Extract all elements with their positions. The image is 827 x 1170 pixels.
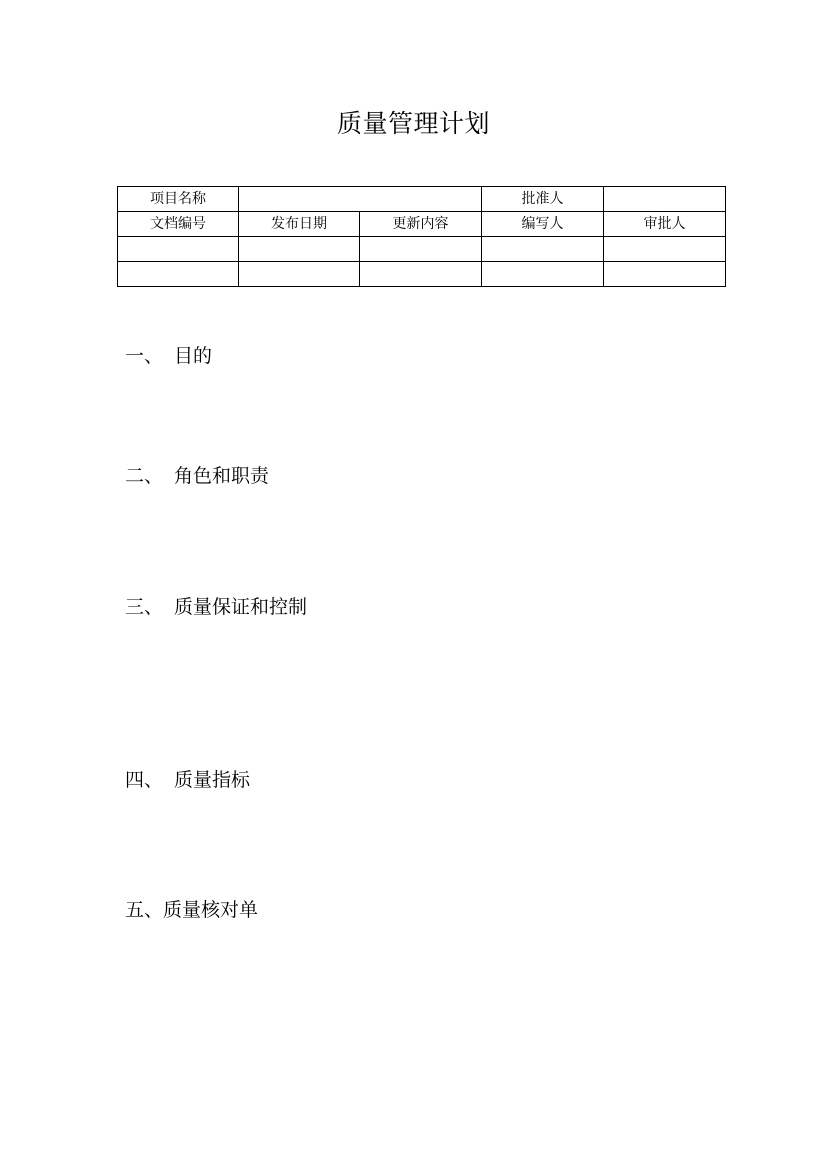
table-cell bbox=[482, 262, 604, 287]
section-number: 二、 bbox=[125, 465, 164, 487]
table-cell bbox=[118, 237, 239, 262]
approver-value bbox=[604, 187, 726, 212]
document-info-table bbox=[117, 186, 726, 287]
header-doc-number: 文档编号 bbox=[118, 212, 239, 237]
section-number: 一、 bbox=[125, 345, 164, 367]
project-name-value bbox=[239, 187, 482, 212]
table-header-row bbox=[118, 212, 726, 237]
section-title: 角色和职责 bbox=[174, 465, 270, 487]
table-cell bbox=[604, 237, 726, 262]
section-title: 质量指标 bbox=[174, 769, 251, 791]
header-release-date: 发布日期 bbox=[239, 212, 360, 237]
table-row bbox=[118, 237, 726, 262]
table-cell bbox=[482, 237, 604, 262]
header-reviewer: 审批人 bbox=[604, 212, 726, 237]
section-heading-roles bbox=[125, 463, 269, 489]
table-cell bbox=[118, 262, 239, 287]
section-heading-purpose bbox=[125, 343, 212, 369]
section-number: 五、 bbox=[125, 899, 164, 921]
section-title: 质量保证和控制 bbox=[174, 596, 308, 618]
table-cell bbox=[360, 237, 482, 262]
project-name-label: 项目名称 bbox=[118, 187, 239, 212]
document-title: 质量管理计划 bbox=[336, 109, 490, 138]
approver-label: 批准人 bbox=[482, 187, 604, 212]
section-number: 三、 bbox=[125, 596, 164, 618]
table-cell bbox=[239, 237, 360, 262]
section-heading-qa-qc bbox=[125, 594, 307, 620]
header-update-content: 更新内容 bbox=[360, 212, 482, 237]
section-title: 质量核对单 bbox=[163, 899, 259, 921]
header-author: 编写人 bbox=[482, 212, 604, 237]
section-heading-checklist bbox=[125, 897, 258, 923]
section-number: 四、 bbox=[125, 769, 164, 791]
table-cell bbox=[239, 262, 360, 287]
table-row-project bbox=[118, 187, 726, 212]
table-cell bbox=[604, 262, 726, 287]
section-heading-quality-metrics bbox=[125, 767, 250, 793]
table-row bbox=[118, 262, 726, 287]
section-title: 目的 bbox=[174, 345, 213, 367]
table-cell bbox=[360, 262, 482, 287]
